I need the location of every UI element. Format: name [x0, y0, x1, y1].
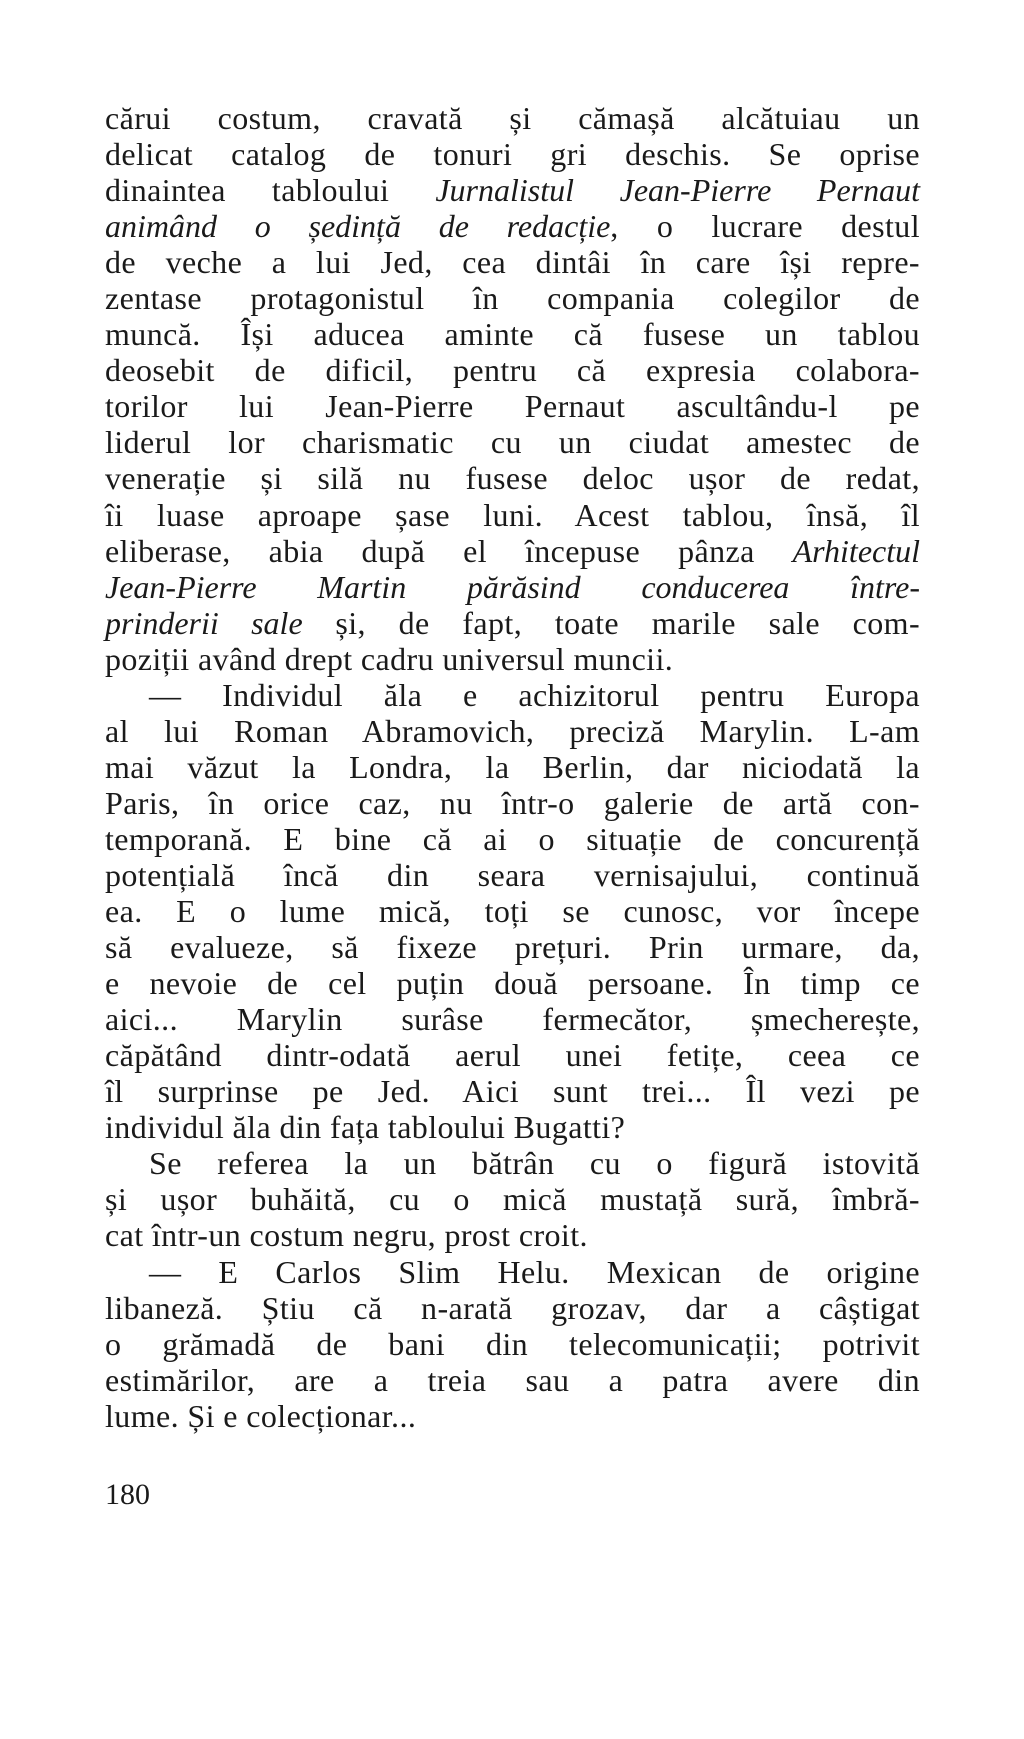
body-text: să evalueze, să fixeze prețuri. Prin urmare, da, — [105, 929, 920, 966]
body-text: cărui costum, cravată și cămașă alcătuiau un — [105, 100, 920, 136]
body-text: aici... Marylin surâse fermecător, șmecherește, — [105, 1001, 920, 1038]
body-text: estimărilor, are a treia sau a patra avere din — [105, 1361, 920, 1398]
body-text: venerație și silă nu fusese deloc ușor de redat, — [105, 460, 920, 497]
body-text: și ușor buhăită, cu o mică mustață sură, îmbră- — [105, 1181, 920, 1218]
body-text: torilor lui Jean-Pierre Pernaut ascultându-l pe — [105, 388, 920, 425]
text-line — [105, 713, 920, 749]
text-line — [105, 1217, 920, 1253]
body-text: lume. Și e colecționar... — [105, 1397, 417, 1434]
italic-title-text: Arhitectul — [792, 532, 920, 569]
text-line — [105, 172, 920, 208]
text-line — [105, 605, 920, 641]
text-line — [105, 244, 920, 280]
body-text: liderul lor charismatic cu un ciudat amestec de — [105, 424, 920, 461]
page-number: 180 — [105, 1478, 150, 1511]
text-line — [105, 208, 920, 244]
body-text: e nevoie de cel puțin două persoane. În timp ce — [105, 965, 920, 1002]
text-line — [105, 316, 920, 352]
body-text: căpătând dintr-odată aerul unei fetițe, ceea ce — [105, 1037, 920, 1074]
text-line — [105, 424, 920, 460]
text-line — [105, 1001, 920, 1037]
italic-title-text: prinderii sale — [105, 604, 303, 641]
text-line — [105, 352, 920, 388]
text-line — [105, 785, 920, 821]
text-line — [105, 100, 920, 136]
body-text: potențială încă din seara vernisajului, continuă — [105, 856, 920, 893]
body-text: și, de fapt, toate marile sale com- — [302, 604, 921, 641]
body-text: muncă. Își aducea aminte că fusese un tablou — [105, 316, 920, 353]
text-line — [105, 677, 920, 713]
text-line — [105, 1145, 920, 1181]
body-text: — E Carlos Slim Helu. Mexican de origine — [149, 1253, 920, 1290]
body-text: îi luase aproape șase luni. Acest tablou, însă, îl — [105, 496, 920, 533]
body-text: individul ăla din fața tabloului Bugatti? — [105, 1109, 626, 1146]
body-text: ea. E o lume mică, toți se cunosc, vor începe — [105, 893, 920, 930]
body-text: al lui Roman Abramovich, preciză Marylin. L-am — [105, 712, 920, 749]
body-text: , o lucrare destul — [610, 208, 920, 245]
italic-title-text: Jurnalistul Jean-Pierre Pernaut — [435, 172, 920, 209]
body-text: delicat catalog de tonuri gri deschis. Se oprise — [105, 136, 920, 173]
text-line — [105, 1181, 920, 1217]
text-line — [105, 1254, 920, 1290]
body-text: — Individul ăla e achizitorul pentru Europa — [149, 676, 920, 713]
body-text: poziții având drept cadru universul muncii. — [105, 640, 674, 677]
body-text: cat într-un costum negru, prost croit. — [105, 1217, 588, 1254]
body-text: eliberase, abia după el începuse pânza — [105, 532, 793, 569]
text-line — [105, 1398, 920, 1434]
body-text: îl surprinse pe Jed. Aici sunt trei... Îl vezi pe — [105, 1073, 920, 1110]
text-line — [105, 1362, 920, 1398]
text-line — [105, 136, 920, 172]
text-line — [105, 497, 920, 533]
body-text: mai văzut la Londra, la Berlin, dar niciodată la — [105, 748, 920, 785]
text-line — [105, 1326, 920, 1362]
text-line — [105, 749, 920, 785]
text-line — [105, 1037, 920, 1073]
text-line — [105, 965, 920, 1001]
text-line — [105, 533, 920, 569]
body-text: de veche a lui Jed, cea dintâi în care își repre- — [105, 244, 920, 281]
italic-title-text: Jean-Pierre Martin părăsind conducerea între- — [105, 568, 920, 605]
body-text: Se referea la un bătrân cu o figură istovită — [149, 1145, 920, 1182]
text-line — [105, 821, 920, 857]
text-line — [105, 460, 920, 496]
body-text: deosebit de dificil, pentru că expresia colabora- — [105, 352, 920, 389]
text-line — [105, 641, 920, 677]
body-text: Paris, în orice caz, nu într-o galerie de artă con- — [105, 784, 920, 821]
text-line — [105, 569, 920, 605]
text-line — [105, 893, 920, 929]
body-text: zentase protagonistul în compania colegilor de — [105, 280, 920, 317]
text-line — [105, 280, 920, 316]
text-line — [105, 388, 920, 424]
body-text: o grămadă de bani din telecomunicații; potrivit — [105, 1325, 920, 1362]
body-text: libaneză. Știu că n-arată grozav, dar a câștigat — [105, 1289, 920, 1326]
text-line — [105, 857, 920, 893]
text-line — [105, 1109, 920, 1145]
text-line — [105, 929, 920, 965]
body-text: temporană. E bine că ai o situație de concurență — [105, 820, 920, 857]
text-line — [105, 1290, 920, 1326]
text-line — [105, 1073, 920, 1109]
book-page-text — [105, 100, 920, 1434]
body-text: dinaintea tabloului — [105, 172, 436, 209]
italic-title-text: animând o ședință de redacție — [105, 208, 611, 245]
